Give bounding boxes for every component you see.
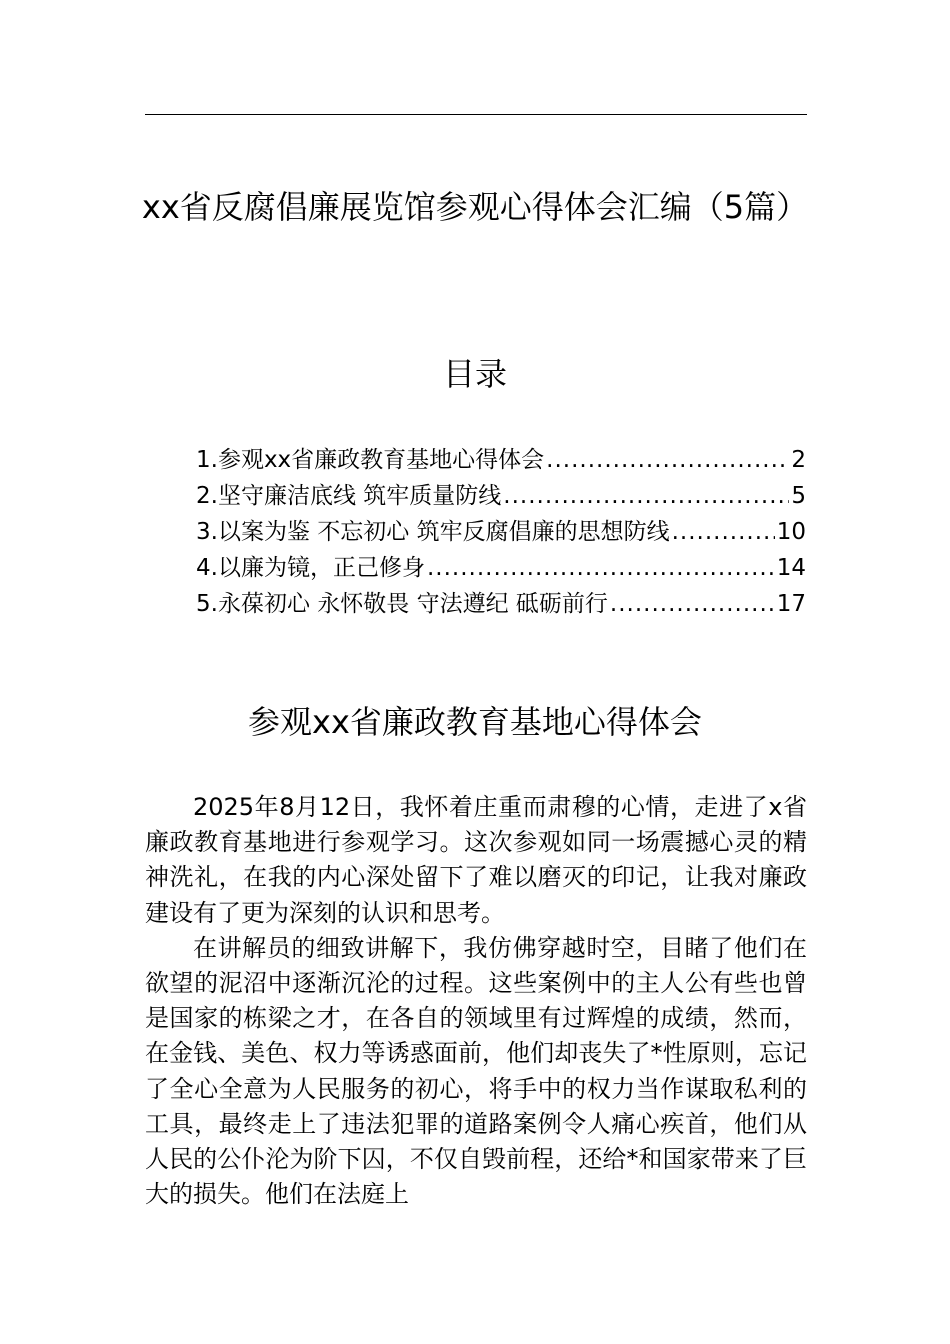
toc-leader-dots xyxy=(503,478,789,514)
header-rule xyxy=(145,114,807,115)
document-title: xx省反腐倡廉展览馆参观心得体会汇编（5篇） xyxy=(141,188,809,226)
paragraph: 在讲解员的细致讲解下，我仿佛穿越时空，目睹了他们在欲望的泥沼中逐渐沉沦的过程。这些案例中的主人公有些也曾是国家的栋梁之才，在各自的领域里有过辉煌的成绩，然而，在金钱、美色、权力等诱惑面前，他们却丧失了*性原则，忘记了全心全意为人民服务的初心，将手中的权力当作谋取私利的工具，最终走上了违法犯罪的道路案例令人痛心疾首，他们从人民的公仆沦为阶下囚，不仅自毁前程，还给*和国家带来了巨大的损失。他们在法庭上 xyxy=(145,933,807,1209)
toc-entry[interactable] xyxy=(196,442,806,478)
toc-entry-label: 5.永葆初心 永怀敬畏 守法遵纪 砥砺前行 xyxy=(196,591,608,617)
toc-entry[interactable] xyxy=(196,550,806,586)
toc-entry-label: 1.参观xx省廉政教育基地心得体会 xyxy=(196,447,545,473)
toc-entry-page: 14 xyxy=(776,555,806,581)
toc-entry-page: 10 xyxy=(776,519,806,545)
toc-entry[interactable] xyxy=(196,586,806,622)
toc-entry[interactable] xyxy=(196,514,806,550)
toc-entry[interactable] xyxy=(196,478,806,514)
toc-entry-page: 17 xyxy=(776,591,806,617)
body-text xyxy=(145,790,807,1212)
table-of-contents xyxy=(196,442,806,622)
toc-entry-page: 2 xyxy=(791,447,806,473)
toc-leader-dots xyxy=(610,586,775,622)
toc-entry-page: 5 xyxy=(791,483,806,509)
toc-entry-label: 4.以廉为镜，正己修身 xyxy=(196,555,425,581)
toc-heading: 目录 xyxy=(442,355,507,393)
toc-leader-dots xyxy=(546,442,789,478)
toc-entry-label: 2.坚守廉洁底线 筑牢质量防线 xyxy=(196,483,502,509)
toc-leader-dots xyxy=(672,514,775,550)
toc-leader-dots xyxy=(427,550,775,586)
paragraph: 2025年8月12日，我怀着庄重而肃穆的心情，走进了x省廉政教育基地进行参观学习。这次参观如同一场震撼心灵的精神洗礼，在我的内心深处留下了难以磨灭的印记，让我对廉政建设有了更为深刻的认识和思考。 xyxy=(145,793,807,927)
section-title: 参观xx省廉政教育基地心得体会 xyxy=(248,703,702,741)
toc-entry-label: 3.以案为鉴 不忘初心 筑牢反腐倡廉的思想防线 xyxy=(196,519,670,545)
